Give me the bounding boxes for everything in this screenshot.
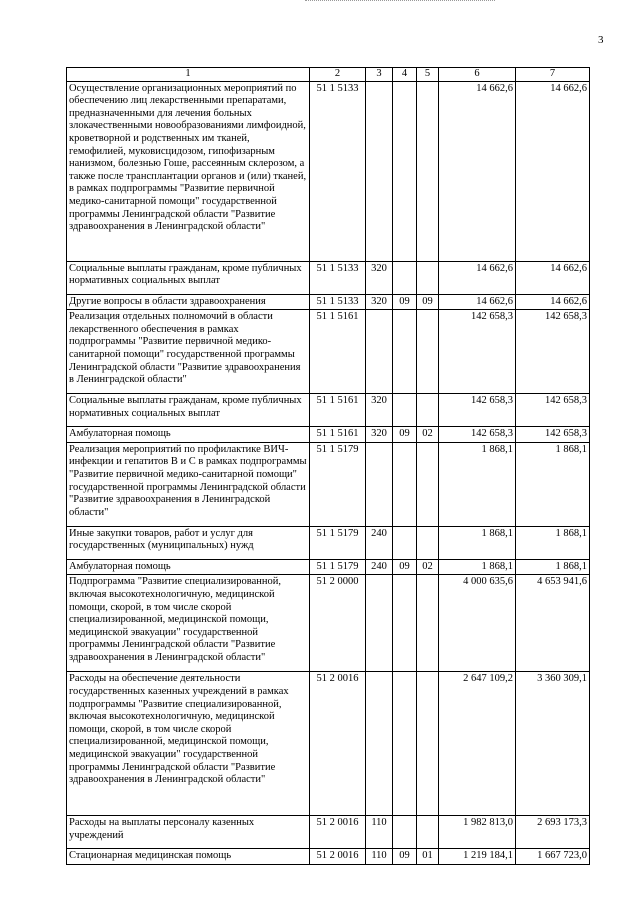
amount-year-2: 2 693 173,3 <box>516 816 590 849</box>
target-article: 51 1 5161 <box>310 310 366 394</box>
row-name: Подпрограмма "Развитие специализированной, включая высокотехнологичную, медицинской помощи, скорой, в том числе скорой специализированной, медицинской помощи, медицинской эвакуации" государственной программы Ленинградской области "Развитие здравоохранения в Ленинградской области" <box>67 575 310 672</box>
table-row <box>67 427 590 443</box>
target-article: 51 2 0016 <box>310 672 366 816</box>
subsection: 02 <box>417 427 439 443</box>
expense-type <box>366 672 393 816</box>
section: 09 <box>393 427 417 443</box>
target-article: 51 1 5133 <box>310 294 366 310</box>
table-row <box>67 559 590 575</box>
amount-year-2: 3 360 309,1 <box>516 672 590 816</box>
amount-year-2: 1 868,1 <box>516 442 590 526</box>
column-header: 2 <box>310 68 366 82</box>
column-header: 7 <box>516 68 590 82</box>
amount-year-2: 1 868,1 <box>516 526 590 559</box>
amount-year-1: 4 000 635,6 <box>439 575 516 672</box>
table-row <box>67 575 590 672</box>
expense-type: 110 <box>366 849 393 865</box>
column-header: 6 <box>439 68 516 82</box>
section <box>393 81 417 261</box>
target-article: 51 1 5133 <box>310 81 366 261</box>
amount-year-1: 1 868,1 <box>439 526 516 559</box>
row-name: Реализация мероприятий по профилактике ВИЧ-инфекции и гепатитов B и C в рамках подпрограммы "Развитие первичной медико-санитарной помощи" государственной программы Ленинградской области "Развитие здравоохранения в Ленинградской области" <box>67 442 310 526</box>
amount-year-2: 4 653 941,6 <box>516 575 590 672</box>
row-name: Расходы на обеспечение деятельности государственных казенных учреждений в рамках подпрограммы "Развитие специализированной, включая высокотехнологичную, медицинской помощи, скорой, в том числе скорой специализированной, медицинской помощи, медицинской эвакуации" государственной программы Ленинградской области "Развитие здравоохранения в Ленинградской области" <box>67 672 310 816</box>
expense-type: 240 <box>366 526 393 559</box>
target-article: 51 1 5179 <box>310 559 366 575</box>
amount-year-2: 14 662,6 <box>516 294 590 310</box>
row-name: Амбулаторная помощь <box>67 559 310 575</box>
subsection <box>417 394 439 427</box>
row-name: Реализация отдельных полномочий в области лекарственного обеспечения в рамках подпрограммы "Развитие первичной медико-санитарной помощи" государственной программы Ленинградской области "Развитие здравоохранения в Ленинградской области" <box>67 310 310 394</box>
row-name: Осуществление организационных мероприятий по обеспечению лиц лекарственными препаратами, предназначенными для лечения больных злокачественными новообразованиями лимфоидной, кроветворной и родственных им тканей, гемофилией, муковисцидозом, гипофизарным нанизмом, болезнью Гоше, рассеянным склерозом, а также после трансплантации органов и (или) тканей, в рамках подпрограммы "Развитие первичной медико-санитарной помощи" государственной программы Ленинградской области "Развитие здравоохранения в Ленинградской области" <box>67 81 310 261</box>
target-article: 51 1 5133 <box>310 261 366 294</box>
subsection <box>417 310 439 394</box>
expense-type: 320 <box>366 427 393 443</box>
target-article: 51 1 5179 <box>310 442 366 526</box>
section <box>393 816 417 849</box>
scan-top-marks <box>305 0 495 2</box>
amount-year-2: 14 662,6 <box>516 81 590 261</box>
target-article: 51 2 0000 <box>310 575 366 672</box>
row-name: Социальные выплаты гражданам, кроме публичных нормативных социальных выплат <box>67 394 310 427</box>
header-row <box>67 68 590 82</box>
amount-year-1: 2 647 109,2 <box>439 672 516 816</box>
subsection: 09 <box>417 294 439 310</box>
section <box>393 394 417 427</box>
amount-year-1: 1 868,1 <box>439 442 516 526</box>
section <box>393 575 417 672</box>
table-row <box>67 672 590 816</box>
amount-year-1: 1 219 184,1 <box>439 849 516 865</box>
table-row <box>67 310 590 394</box>
section <box>393 526 417 559</box>
subsection <box>417 526 439 559</box>
amount-year-1: 142 658,3 <box>439 394 516 427</box>
section <box>393 442 417 526</box>
amount-year-2: 142 658,3 <box>516 427 590 443</box>
expense-type: 320 <box>366 294 393 310</box>
expense-type: 240 <box>366 559 393 575</box>
target-article: 51 1 5161 <box>310 427 366 443</box>
expense-type <box>366 442 393 526</box>
section: 09 <box>393 849 417 865</box>
table-row <box>67 294 590 310</box>
subsection <box>417 261 439 294</box>
subsection: 01 <box>417 849 439 865</box>
section: 09 <box>393 294 417 310</box>
amount-year-1: 14 662,6 <box>439 261 516 294</box>
amount-year-1: 1 982 813,0 <box>439 816 516 849</box>
table-row <box>67 526 590 559</box>
expense-type <box>366 81 393 261</box>
section <box>393 310 417 394</box>
table-row <box>67 442 590 526</box>
section <box>393 672 417 816</box>
target-article: 51 1 5179 <box>310 526 366 559</box>
amount-year-2: 142 658,3 <box>516 310 590 394</box>
column-header: 3 <box>366 68 393 82</box>
row-name: Расходы на выплаты персоналу казенных учреждений <box>67 816 310 849</box>
column-header: 5 <box>417 68 439 82</box>
amount-year-1: 142 658,3 <box>439 310 516 394</box>
amount-year-1: 142 658,3 <box>439 427 516 443</box>
target-article: 51 2 0016 <box>310 816 366 849</box>
subsection <box>417 442 439 526</box>
expense-type <box>366 310 393 394</box>
subsection <box>417 81 439 261</box>
subsection <box>417 816 439 849</box>
subsection <box>417 672 439 816</box>
row-name: Социальные выплаты гражданам, кроме публичных нормативных социальных выплат <box>67 261 310 294</box>
row-name: Стационарная медицинская помощь <box>67 849 310 865</box>
table-row <box>67 816 590 849</box>
table-row <box>67 849 590 865</box>
expense-type: 110 <box>366 816 393 849</box>
expense-type: 320 <box>366 394 393 427</box>
subsection <box>417 575 439 672</box>
expense-type <box>366 575 393 672</box>
table-row <box>67 81 590 261</box>
table-row <box>67 394 590 427</box>
column-header: 4 <box>393 68 417 82</box>
table-row <box>67 261 590 294</box>
page-number: 3 <box>598 34 604 46</box>
budget-table <box>66 67 590 865</box>
column-header: 1 <box>67 68 310 82</box>
row-name: Иные закупки товаров, работ и услуг для государственных (муниципальных) нужд <box>67 526 310 559</box>
target-article: 51 1 5161 <box>310 394 366 427</box>
expense-type: 320 <box>366 261 393 294</box>
row-name: Другие вопросы в области здравоохранения <box>67 294 310 310</box>
row-name: Амбулаторная помощь <box>67 427 310 443</box>
target-article: 51 2 0016 <box>310 849 366 865</box>
amount-year-2: 1 868,1 <box>516 559 590 575</box>
amount-year-2: 14 662,6 <box>516 261 590 294</box>
amount-year-1: 14 662,6 <box>439 81 516 261</box>
amount-year-1: 1 868,1 <box>439 559 516 575</box>
section <box>393 261 417 294</box>
amount-year-2: 142 658,3 <box>516 394 590 427</box>
amount-year-2: 1 667 723,0 <box>516 849 590 865</box>
section: 09 <box>393 559 417 575</box>
amount-year-1: 14 662,6 <box>439 294 516 310</box>
subsection: 02 <box>417 559 439 575</box>
